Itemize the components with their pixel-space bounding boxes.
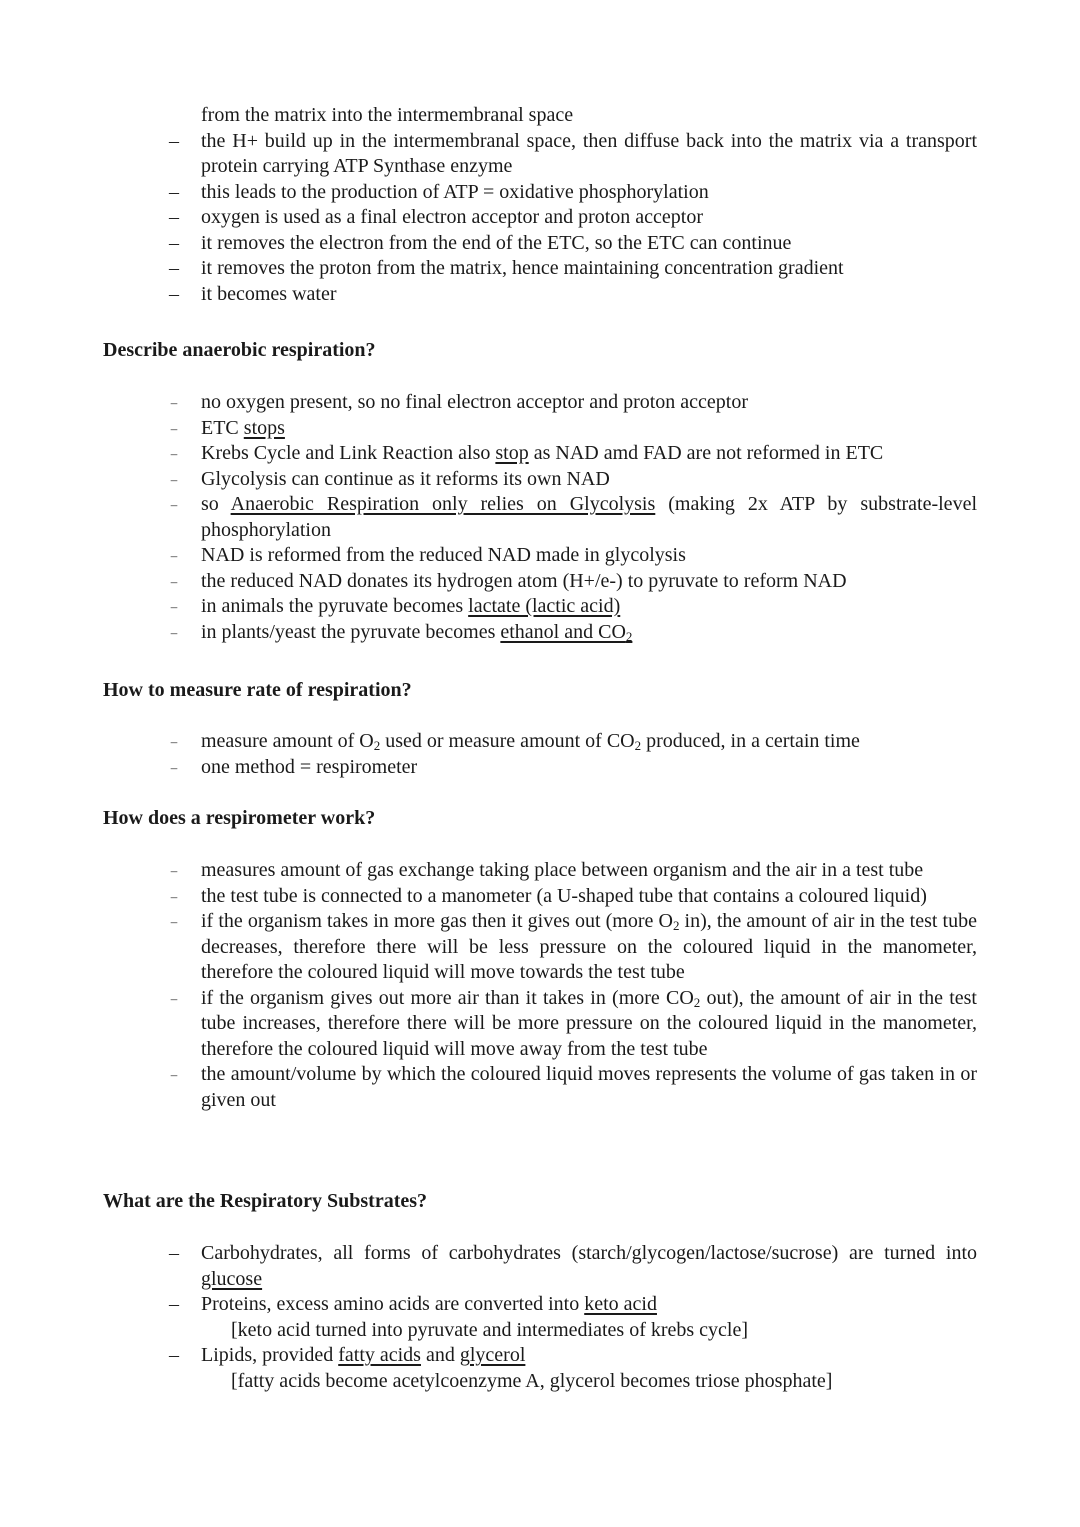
item-text: out), the amount of air in the test tube increases, therefore there will be more pressure on the coloured liquid in the manometer, therefore the coloured liquid will move away from the test tube: [201, 986, 977, 1060]
bullet-dash: –: [169, 1293, 179, 1315]
section-measure-rate: [0, 729, 1080, 780]
underlined-text: glucose: [201, 1267, 263, 1290]
bullet-dash: –: [170, 548, 178, 563]
bullet-dash: –: [170, 1067, 178, 1082]
note-text: [fatty acids become acetylcoenzyme A, glycerol becomes triose phosphate]: [231, 1369, 833, 1392]
list-item: [0, 986, 1080, 1063]
item-text: and: [420, 1344, 460, 1366]
item-text: Glycolysis can continue as it reforms its own NAD: [201, 467, 610, 490]
item-text: Krebs Cycle and Link Reaction also: [201, 442, 496, 464]
heading-substrates: What are the Respiratory Substrates?: [103, 1190, 428, 1212]
item-text: ETC: [201, 416, 244, 439]
item-text: the H+ build up in the intermembranal space, then diffuse back into the matrix via a transport protein carrying ATP Synthase enzyme: [201, 129, 977, 177]
list-item: [0, 416, 1080, 442]
item-text: one method = respirometer: [201, 755, 418, 778]
heading-measure-rate: How to measure rate of respiration?: [103, 679, 412, 701]
bullet-dash: –: [170, 395, 178, 410]
item-text: it removes the electron from the end of the ETC, so the ETC can continue: [201, 231, 792, 254]
bullet-dash: –: [170, 863, 178, 878]
underlined-text: [500, 621, 632, 643]
heading-respirometer: How does a respirometer work?: [103, 807, 376, 829]
bullet-dash: –: [169, 257, 179, 279]
underlined-text: Anaerobic Respiration only relies on Glycolysis: [230, 493, 656, 515]
list-item: [0, 441, 1080, 467]
item-text: this leads to the production of ATP = oxidative phosphorylation: [201, 180, 709, 203]
item-text: if the organism gives out more air than it takes in (more CO: [201, 986, 694, 1009]
item-text: it becomes water: [201, 282, 337, 305]
bullet-dash: –: [170, 471, 178, 487]
list-item: [0, 282, 1080, 308]
list-item: [0, 569, 1080, 595]
underlined-text: fatty acids: [338, 1344, 421, 1366]
note-text: [keto acid turned into pyruvate and intermediates of krebs cycle]: [231, 1318, 749, 1341]
list-item: [0, 129, 1080, 180]
list-item: [0, 755, 1080, 781]
list-item: [0, 180, 1080, 206]
section-respirometer: [0, 858, 1080, 1113]
bullet-dash: –: [169, 1344, 179, 1366]
list-item: [0, 620, 1080, 646]
subscript: 2: [373, 738, 381, 753]
bullet-dash: –: [169, 180, 179, 203]
bullet-dash: –: [170, 888, 178, 904]
list-item: [0, 729, 1080, 755]
bullet-dash: –: [170, 599, 178, 614]
list-item: [0, 858, 1080, 884]
bullet-dash: –: [170, 573, 178, 589]
item-text: (making 2x ATP by substrate-level phosphorylation: [201, 493, 977, 541]
list-item: [0, 884, 1080, 910]
item-text: as NAD amd FAD are not reformed in ETC: [528, 442, 884, 464]
item-text: Carbohydrates, all forms of carbohydrates (starch/glycogen/lactose/sucrose) are turned into: [201, 1242, 977, 1264]
item-text: the amount/volume by which the coloured liquid moves represents the volume of gas taken in or given out: [201, 1063, 977, 1111]
subscript: 2: [625, 628, 633, 644]
item-text: in animals the pyruvate becomes: [201, 595, 469, 617]
list-item: [0, 1343, 1080, 1369]
list-item: [0, 467, 1080, 493]
list-item: [0, 231, 1080, 257]
item-text: the reduced NAD donates its hydrogen atom (H+/e-) to pyruvate to reform NAD: [201, 569, 847, 592]
bullet-dash: –: [169, 282, 179, 305]
bullet-dash: –: [170, 420, 178, 436]
section-anaerobic: [0, 390, 1080, 645]
item-text: in), the amount of air in the test tube decreases, therefore there will be less pressure on the coloured liquid in the manometer, therefore the coloured liquid will move towards the test tube: [201, 910, 977, 983]
item-text: in plants/yeast the pyruvate becomes: [201, 620, 501, 643]
subscript: 2: [672, 918, 680, 933]
underlined-text: lactate (lactic acid): [468, 595, 621, 617]
item-text: if the organism takes in more gas then it gives out (more O: [201, 910, 673, 932]
underlined-text: ethanol and CO: [500, 620, 626, 643]
item-text: Lipids, provided: [201, 1344, 339, 1366]
bullet-dash: –: [170, 734, 178, 749]
item-text: so: [201, 493, 231, 515]
item-text: measure amount of O: [201, 730, 374, 752]
underlined-text: stops: [243, 416, 285, 439]
item-text: NAD is reformed from the reduced NAD made in glycolysis: [201, 544, 686, 566]
bullet-dash: –: [170, 914, 178, 929]
bullet-dash: –: [170, 624, 178, 640]
list-item: [0, 1292, 1080, 1318]
item-text: the test tube is connected to a manometer (a U-shaped tube that contains a coloured liquid): [201, 884, 927, 907]
section-continuation: [0, 103, 1080, 307]
list-item: [0, 205, 1080, 231]
list-item: [0, 594, 1080, 620]
list-item: [0, 390, 1080, 416]
underlined-text: glycerol: [459, 1344, 526, 1366]
bullet-dash: –: [170, 446, 178, 461]
list-note: [0, 1318, 1080, 1344]
bullet-dash: –: [170, 497, 178, 512]
item-text: used or measure amount of CO: [380, 730, 635, 752]
section-substrates: [0, 1241, 1080, 1394]
list-item: [0, 1241, 1080, 1292]
subscript: 2: [634, 738, 642, 753]
underlined-text: keto acid: [584, 1293, 657, 1315]
item-text: it removes the proton from the matrix, hence maintaining concentration gradient: [201, 257, 844, 279]
item-text: measures amount of gas exchange taking place between organism and the air in a test tube: [201, 859, 924, 881]
bullet-dash: –: [170, 759, 178, 775]
bullet-dash: –: [169, 129, 179, 152]
item-text: no oxygen present, so no final electron acceptor and proton acceptor: [201, 391, 749, 413]
lead-line: from the matrix into the intermembranal space: [201, 104, 574, 126]
item-text: produced, in a certain time: [641, 730, 860, 752]
list-item: [0, 1062, 1080, 1113]
list-item: [0, 492, 1080, 543]
list-item: [0, 256, 1080, 282]
list-item: [0, 909, 1080, 986]
bullet-dash: –: [170, 990, 178, 1006]
subscript: 2: [693, 994, 701, 1010]
item-text: Proteins, excess amino acids are converted into: [201, 1293, 585, 1315]
list-note: [0, 1369, 1080, 1395]
bullet-dash: –: [169, 206, 179, 228]
bullet-dash: –: [169, 231, 179, 254]
list-item: [0, 103, 1080, 129]
underlined-text: stop: [495, 442, 529, 464]
item-text: oxygen is used as a final electron acceptor and proton acceptor: [201, 206, 704, 228]
heading-anaerobic: Describe anaerobic respiration?: [103, 339, 376, 361]
bullet-dash: –: [169, 1242, 179, 1264]
list-item: [0, 543, 1080, 569]
